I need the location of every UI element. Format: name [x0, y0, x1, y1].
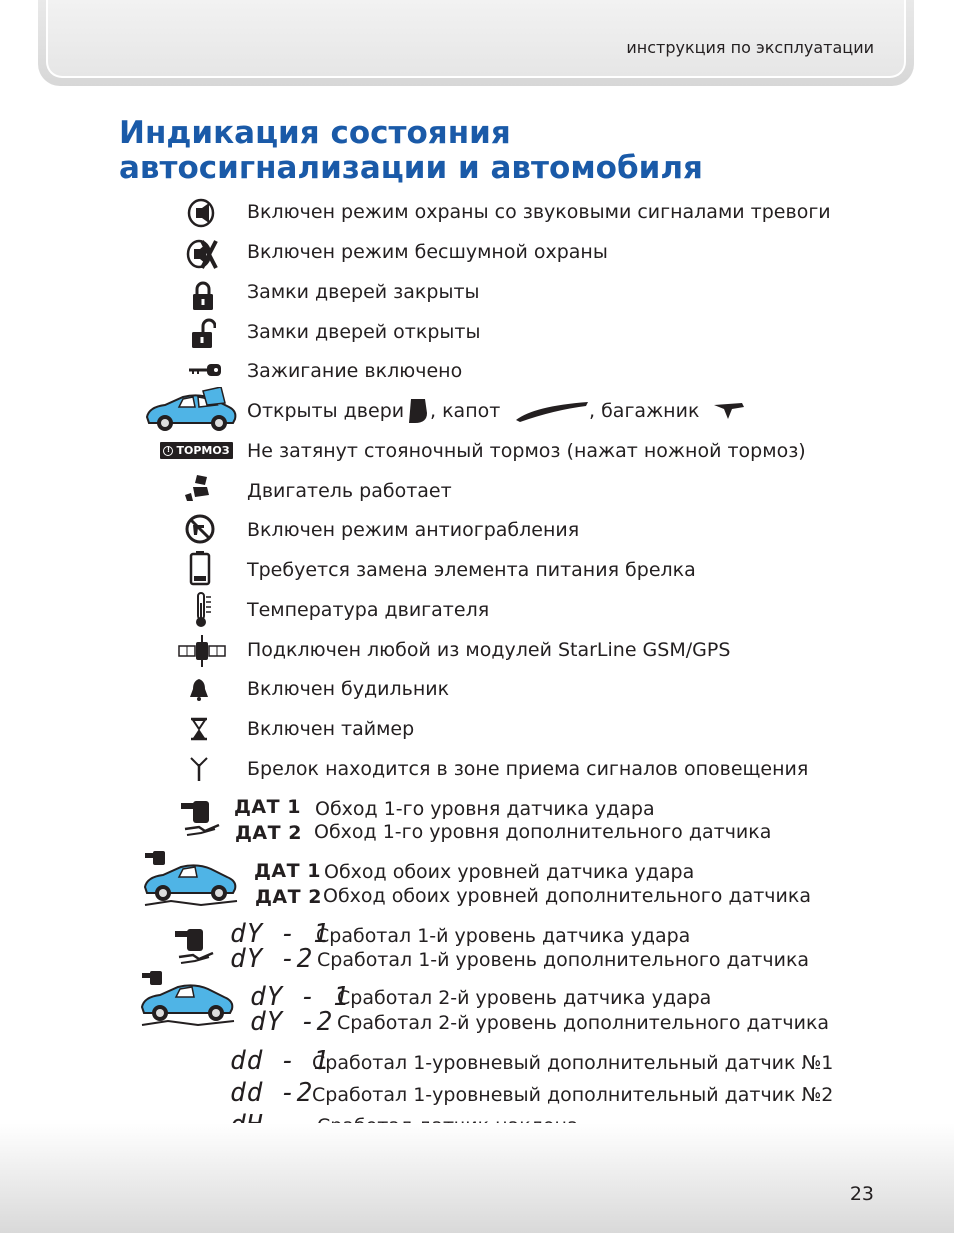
- footer-band: [0, 1123, 954, 1233]
- item-text-trunk: , багажник: [589, 400, 700, 422]
- dat1-label: ДАТ 1: [234, 796, 301, 818]
- thermometer-icon: [192, 590, 214, 630]
- item-text-ignition-on: Зажигание включено: [247, 360, 463, 382]
- shock-sensor-icon: [178, 798, 226, 838]
- engine-icon: [182, 472, 214, 504]
- hood-icon: [514, 400, 590, 422]
- item-text-anti-hijack: Включен режим антиограбления: [247, 519, 580, 541]
- dd2-text: Сработал 1-уровневый дополнительный датчик №2: [312, 1084, 834, 1106]
- item-text-engine-temp: Температура двигателя: [247, 599, 490, 621]
- anti-hijack-icon: [183, 512, 217, 546]
- shock-sensor-trigger-icon: [172, 926, 220, 966]
- item-text-silent-arm: Включен режим бесшумной охраны: [247, 241, 608, 263]
- seg-dy2-level2: dY -2: [250, 1007, 334, 1037]
- trig2-shock-text: Сработал 2-й уровень датчика удара: [337, 987, 712, 1009]
- speaker-icon: [183, 198, 219, 228]
- bypass2-extra-text: Обход обоих уровней дополнительного датчика: [323, 885, 811, 907]
- trig1-extra-text: Сработал 1-й уровень дополнительного датчика: [317, 949, 810, 971]
- lock-closed-icon: [188, 280, 218, 312]
- car-shock-icon: [140, 850, 242, 910]
- item-text-gsm-gps: Подключен любой из модулей StarLine GSM/GPS: [247, 639, 731, 661]
- trunk-icon: [712, 400, 746, 422]
- seg-dy1-level1: dY - 1: [230, 919, 330, 949]
- item-text-hood: , капот: [430, 400, 501, 422]
- seg-dy2-level1: dY -2: [230, 944, 314, 974]
- title-line-1: Индикация состояния: [119, 115, 511, 151]
- page-number: 23: [849, 1183, 874, 1205]
- item-text-doors-unlocked: Замки дверей открыты: [247, 321, 481, 343]
- lock-open-icon: [188, 318, 218, 350]
- item-text-alarm-clock: Включен будильник: [247, 678, 450, 700]
- item-text-doors-open: Открыты двери: [247, 400, 405, 422]
- item-text-silent-alarm-sound: Включен режим охраны со звуковыми сигналами тревоги: [247, 201, 831, 223]
- trig2-extra-text: Сработал 2-й уровень дополнительного датчика: [337, 1012, 830, 1034]
- hourglass-icon: [188, 716, 210, 742]
- item-text-parking-brake: Не затянут стояночный тормоз (нажат ножной тормоз): [247, 440, 806, 462]
- satellite-icon: [177, 633, 227, 669]
- door-icon: [406, 396, 430, 426]
- item-text-in-range: Брелок находится в зоне приема сигналов оповещения: [247, 758, 809, 780]
- dd1-text: Сработал 1-уровневый дополнительный датчик №1: [312, 1052, 834, 1074]
- bypass2-shock-text: Обход обоих уровней датчика удара: [324, 861, 695, 883]
- battery-icon: [188, 549, 212, 587]
- item-text-timer: Включен таймер: [247, 718, 415, 740]
- car-shock-trigger-icon: [137, 970, 239, 1030]
- item-text-battery-low: Требуется замена элемента питания брелка: [247, 559, 696, 581]
- seg-dy1-level2: dY - 1: [250, 982, 350, 1012]
- antenna-icon: [188, 755, 210, 783]
- header-band: [38, 0, 914, 86]
- trig1-shock-text: Сработал 1-й уровень датчика удара: [316, 925, 691, 947]
- speaker-muted-icon: [183, 238, 219, 270]
- seg-dd1: dd - 1: [230, 1046, 330, 1076]
- key-icon: [188, 360, 222, 380]
- header-text: инструкция по эксплуатации: [626, 38, 874, 57]
- item-text-doors-locked: Замки дверей закрыты: [247, 281, 480, 303]
- tormoz-badge: [160, 442, 233, 459]
- brake-ring-icon: !: [163, 446, 173, 456]
- seg-dd2: dd -2: [230, 1078, 314, 1108]
- dat1-label-both: ДАТ 1: [254, 860, 321, 882]
- page-title: [119, 116, 703, 186]
- bell-icon: [186, 676, 212, 702]
- dat2-label: ДАТ 2: [235, 822, 302, 844]
- item-text-engine-running: Двигатель работает: [247, 480, 452, 502]
- car-icon: [143, 385, 239, 435]
- bypass1-extra-text: Обход 1-го уровня дополнительного датчика: [314, 821, 772, 843]
- dat2-label-both: ДАТ 2: [255, 886, 322, 908]
- bypass1-shock-text: Обход 1-го уровня датчика удара: [315, 798, 655, 820]
- title-line-2: автосигнализации и автомобиля: [119, 150, 703, 186]
- tormoz-badge-label: ТОРМОЗ: [176, 444, 230, 457]
